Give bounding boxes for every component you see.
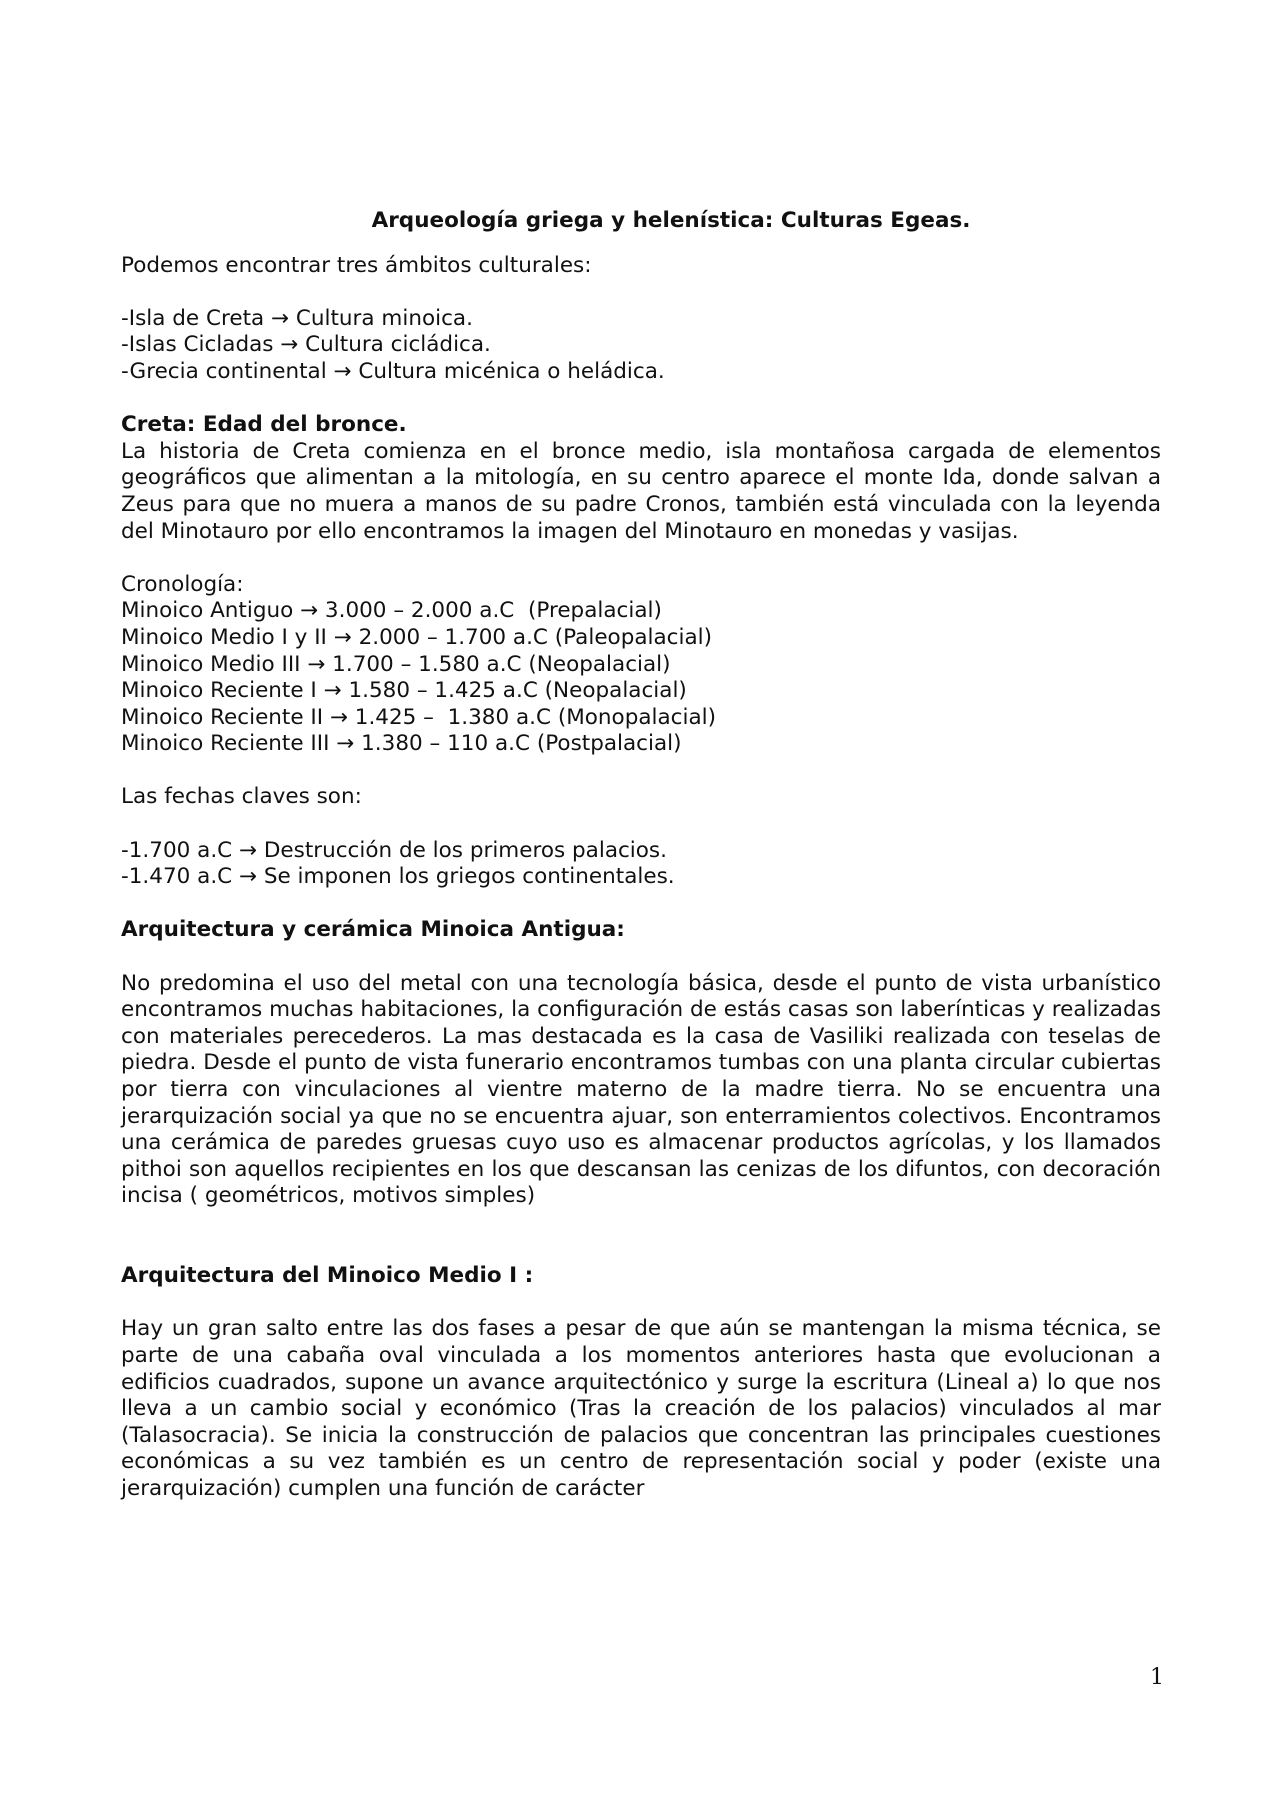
fechas-list bbox=[121, 838, 1161, 891]
list-item: Minoico Medio III → 1.700 – 1.580 a.C (Neopalacial) bbox=[121, 651, 671, 677]
spacer bbox=[121, 891, 1161, 918]
creta-paragraph: La historia de Creta comienza en el bronce medio, isla montañosa cargada de elementos geográficos que alimentan a la mitología, en su centro aparece el monte Ida, donde salvan a Zeus para que no muera a manos de su padre Cronos, también está vinculada con la leyenda del Minotauro por ello encontramos la imagen del Minotauro en monedas y vasijas. bbox=[121, 438, 1161, 544]
list-item: -Islas Cicladas → Cultura cicládica. bbox=[121, 332, 491, 358]
list-item: Minoico Reciente I → 1.580 – 1.425 a.C (Neopalacial) bbox=[121, 678, 687, 704]
page-number: 1 bbox=[1150, 1665, 1164, 1690]
fechas-label: Las fechas claves son: bbox=[121, 784, 362, 810]
document-page bbox=[121, 208, 1161, 1503]
list-item: Minoico Antiguo → 3.000 – 2.000 a.C (Prepalacial) bbox=[121, 598, 662, 624]
spacer bbox=[121, 1290, 1161, 1317]
list-item: -Isla de Creta → Cultura minoica. bbox=[121, 305, 473, 331]
list-item: -Grecia continental → Cultura micénica o heládica. bbox=[121, 358, 665, 384]
list-item: Minoico Reciente II → 1.425 – 1.380 a.C (Monopalacial) bbox=[121, 704, 717, 730]
intro-text: Podemos encontrar tres ámbitos culturales: bbox=[121, 252, 592, 278]
minoico-medio-paragraph: Hay un gran salto entre las dos fases a pesar de que aún se mantengan la misma técnica, se parte de una cabaña oval vinculada a los momentos anteriores hasta que evolucionan a edificios cuadrados, supone un avance arquitectónico y surge la escritura (Lineal a) lo que nos lleva a un cambio social y económico (Tras la creación de los palacios) vinculados al mar (Talasocracia). Se inicia la construcción de palacios que concentran las principales cuestiones económicas a su vez también es un centro de representación social y poder (existe una jerarquización) cumplen una función de carácter bbox=[121, 1316, 1161, 1501]
list-item: -1.700 a.C → Destrucción de los primeros palacios. bbox=[121, 837, 667, 863]
minoica-antigua-heading: Arquitectura y cerámica Minoica Antigua: bbox=[121, 917, 625, 943]
list-item: Minoico Medio I y II → 2.000 – 1.700 a.C (Paleopalacial) bbox=[121, 624, 712, 650]
spacer bbox=[121, 811, 1161, 838]
list-item: -1.470 a.C → Se imponen los griegos continentales. bbox=[121, 864, 675, 890]
document-title: Arqueología griega y helenística: Culturas Egeas. bbox=[371, 208, 971, 233]
list-item: Minoico Reciente III → 1.380 – 110 a.C (Postpalacial) bbox=[121, 731, 682, 757]
spacer bbox=[121, 1237, 1161, 1264]
spacer bbox=[121, 279, 1161, 306]
spacer bbox=[121, 944, 1161, 971]
minoico-medio-heading: Arquitectura del Minoico Medio I : bbox=[121, 1263, 534, 1289]
cronologia-list bbox=[121, 598, 1161, 758]
minoica-antigua-paragraph: No predomina el uso del metal con una tecnología básica, desde el punto de vista urbanístico encontramos muchas habitaciones, la configuración de estás casas son laberínticas y realizadas con materiales perecederos. La mas destacada es la casa de Vasiliki realizada con teselas de piedra. Desde el punto de vista funerario encontramos tumbas con una planta circular cubiertas por tierra con vinculaciones al vientre materno de la madre tierra. No se encuentra una jerarquización social ya que no se encuentra ajuar, son enterramientos colectivos. Encontramos una cerámica de paredes gruesas cuyo uso es almacenar productos agrícolas, y los llamados pithoi son aquellos recipientes en los que descansan las cenizas de los difuntos, con decoración incisa ( geométricos, motivos simples) bbox=[121, 970, 1161, 1209]
spacer bbox=[121, 386, 1161, 413]
spacer bbox=[121, 545, 1161, 572]
spacer bbox=[121, 758, 1161, 785]
ambitos-list bbox=[121, 306, 1161, 386]
creta-heading: Creta: Edad del bronce. bbox=[121, 412, 407, 438]
spacer bbox=[121, 1210, 1161, 1237]
cronologia-label: Cronología: bbox=[121, 571, 244, 597]
